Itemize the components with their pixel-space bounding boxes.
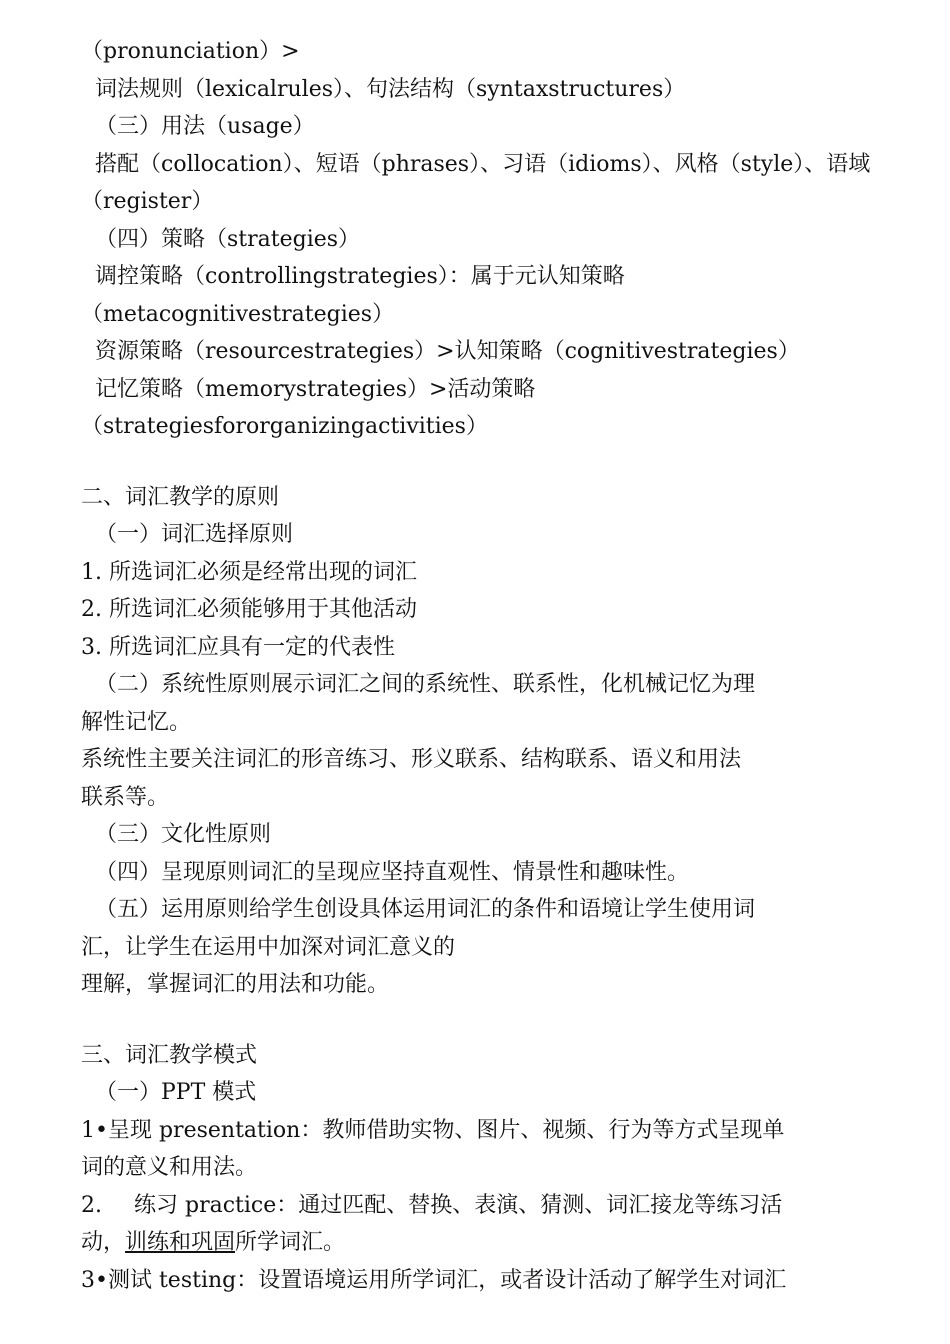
text-line: 资源策略（resourcestrategies）>认知策略（cognitivestrategies） <box>95 339 800 364</box>
list-item: 2. 所选词汇必须能够用于其他活动 <box>81 597 417 622</box>
document-page <box>81 33 871 1299</box>
text-line: （metacognitivestrategies） <box>81 301 395 327</box>
text-line: 联系等。 <box>81 784 170 810</box>
text-line: 系统性主要关注词汇的形音练习、形义联系、结构联系、语义和用法 <box>81 747 742 772</box>
text-line: 记忆策略（memorystrategies）>活动策略 <box>95 376 536 402</box>
text-line: （五）运用原则给学生创设具体运用词汇的条件和语境让学生使用词 <box>95 897 756 922</box>
text-line: （四）呈现原则词汇的呈现应坚持直观性、情景性和趣味性。 <box>95 859 690 885</box>
text-line: （二）系统性原则展示词汇之间的系统性、联系性，化机械记忆为理 <box>95 672 756 697</box>
text-line: 词的意义和用法。 <box>81 1155 258 1180</box>
subsection-heading: （三）用法（usage） <box>95 114 315 139</box>
section-heading: 二、词汇教学的原则 <box>81 484 280 510</box>
text-line <box>81 1224 871 1262</box>
section-heading: 三、词汇教学模式 <box>81 1042 258 1068</box>
list-item: 1•呈现 presentation：教师借助实物、图片、视频、行为等方式呈现单 <box>81 1117 785 1143</box>
paragraph-gap <box>81 446 871 479</box>
text-line: 调控策略（controllingstrategies）：属于元认知策略 <box>95 264 625 289</box>
text-line: 汇，让学生在运用中加深对词汇意义的 <box>81 934 456 960</box>
text-span: 所学词汇。 <box>235 1230 346 1255</box>
text-line: 搭配（collocation）、短语（phrases）、习语（idioms）、风格（style）、语域 <box>95 151 871 177</box>
subsection-heading: （一）PPT 模式 <box>95 1080 257 1105</box>
subsection-heading: （四）策略（strategies） <box>95 226 361 252</box>
text-line: （pronunciation）> <box>81 39 300 64</box>
text-span: 动， <box>81 1230 126 1255</box>
paragraph-gap <box>81 1004 871 1037</box>
subsection-heading: （三）文化性原则 <box>95 822 272 847</box>
text-line: 理解，掌握词汇的用法和功能。 <box>81 972 390 997</box>
text-line: （register） <box>81 189 214 214</box>
list-item: 3•测试 testing：设置语境运用所学词汇，或者设计活动了解学生对词汇 <box>81 1267 787 1293</box>
list-item: 1. 所选词汇必须是经常出现的词汇 <box>81 559 417 585</box>
list-number: 2. <box>81 1192 102 1218</box>
subsection-heading: （一）词汇选择原则 <box>95 522 294 547</box>
text-line: 解性记忆。 <box>81 709 192 735</box>
list-item <box>81 1187 871 1225</box>
underlined-text: 训练和巩固 <box>125 1230 236 1255</box>
list-item: 3. 所选词汇应具有一定的代表性 <box>81 634 395 660</box>
list-text: 练习 practice：通过匹配、替换、表演、猜测、词汇接龙等练习活 <box>134 1192 783 1218</box>
text-line: （strategiesfororganizingactivities） <box>81 414 488 439</box>
text-line: 词法规则（lexicalrules）、句法结构（syntaxstructures） <box>95 76 686 102</box>
